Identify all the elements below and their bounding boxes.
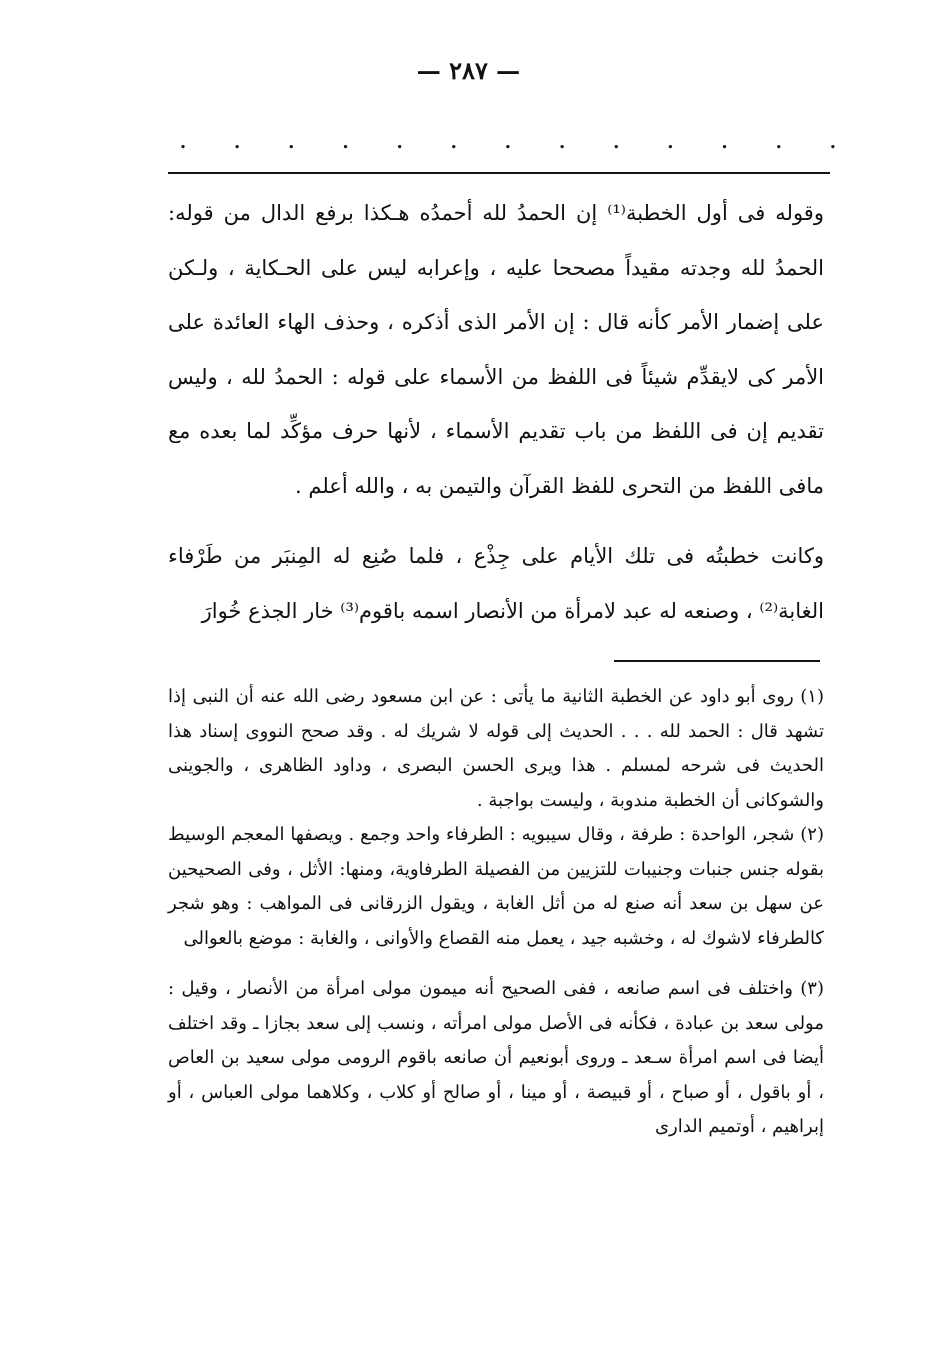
dot: . — [342, 132, 349, 153]
dot: . — [721, 132, 728, 153]
dot: . — [667, 132, 674, 153]
dot: . — [179, 132, 187, 153]
dot: . — [829, 132, 837, 153]
footnotes — [168, 680, 824, 1145]
dot: . — [450, 132, 457, 153]
dot: . — [613, 132, 620, 153]
dot: . — [558, 132, 566, 153]
dot: . — [504, 132, 512, 153]
dot: . — [288, 132, 295, 153]
footnote-separator — [614, 660, 820, 662]
dot: . — [234, 132, 241, 153]
header-rule — [168, 172, 830, 174]
body-paragraph: وقوله فى أول الخطبة⁽¹⁾ إن الحمدُ لله أحمدُه هـكذا برفع الدال من قوله: الحمدُ لله وجدته مقيداً مصححا عليه ، وإعرابه ليس على الحـكاية ، ولـكن على إضمار الأمر كأنه قال : إن الأمر الذى أذكره ، وحذف الهاء العائدة على الأمر كى لايقدِّم شيئاً فى اللفظ من الأسماء على قوله : الحمدُ لله ، وليس تقديم إن فى اللفظ من باب تقديم الأسماء ، لأنها حرف مؤكِّد لما بعده مع مافى اللفظ من التحرى للفظ القرآن والتيمن به ، والله أعلم . — [168, 201, 824, 498]
page-number: — ٢٨٧ — — [416, 56, 521, 85]
main-text — [168, 186, 824, 638]
ornamental-dots — [178, 132, 838, 153]
footnote-2: (٢) شجر، الواحدة : طرفة ، وقال سيبويه : الطرفاء واحد وجمع . ويصفها المعجم الوسيط بقوله جنس جنبات وجنيبات للتزيين من الفصيلة الطرفاوية، ومنها: الأثل ، وفى الصحيحين عن سهل بن سعد أنه صنع له من أثل الغابة ، ويقول الزرقانى فى المواهب : وهو شجر كالطرفاء لاشوك له ، وخشبه جيد ، يعمل منه القصاع والأوانى ، والغابة : موضع بالعوالى — [168, 824, 825, 949]
footnote-3: (٣) واختلف فى اسم صانعه ، ففى الصحيح أنه ميمون مولى امرأة من الأنصار ، وقيل : مولى سعد بن عبادة ، فكأنه فى الأصل مولى امرأته ، ونسب إلى سعد بجازا ـ وقد اختلف أيضا فى اسم امرأة سـعد ـ وروى أبونعيم أن صانعه باقوم الرومى مولى سعيد بن العاص ، أو باقول ، أو صباح ، أو قبيصة ، أو مينا ، أو صالح أو كلاب ، وكلاهما مولى العباس ، أو إبراهيم ، أوتميم الدارى — [168, 978, 825, 1137]
body-paragraph: وكانت خطبتُه فى تلك الأيام على جِذْع ، فلما صُنِع له المِنبَر من طَرْفاء الغابة⁽²⁾ ، وصنعه له عبد لامرأة من الأنصار اسمه باقوم⁽³⁾ خار الجذع خُوارَ — [168, 544, 824, 623]
dot: . — [775, 132, 782, 153]
dot: . — [396, 132, 403, 153]
footnote-1: (١) روى أبو داود عن الخطبة الثانية ما يأتى : عن ابن مسعود رضى الله عنه أن النبى إذا تشهد قال : الحمد لله . . . الحديث إلى قوله لا شريك له . وقد صحح النووى إسناد هذا الحديث فى شرحه لمسلم . هذا ويرى الحسن البصرى ، وداود الظاهرى ، والجوينى والشوكانى أن الخطبة مندوبة ، وليست بواجبة . — [168, 686, 824, 811]
